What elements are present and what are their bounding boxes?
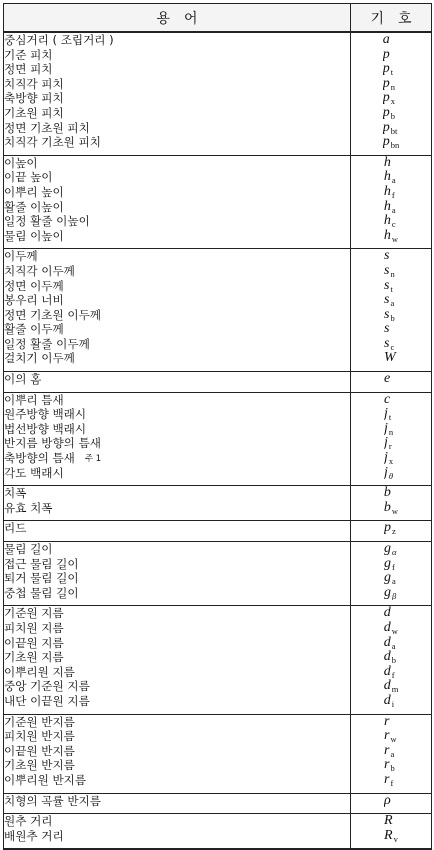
symbol-line bbox=[384, 501, 398, 516]
term-line bbox=[4, 650, 350, 665]
term-line bbox=[4, 665, 350, 680]
term-line bbox=[4, 33, 350, 48]
symbol-line bbox=[384, 308, 398, 323]
term-line bbox=[4, 279, 350, 294]
table-row bbox=[4, 32, 432, 155]
term-line bbox=[4, 744, 350, 759]
term-cell bbox=[4, 606, 351, 714]
symbol-subscript: bn bbox=[390, 140, 400, 150]
symbol-base: s bbox=[384, 293, 390, 308]
symbol-base: j bbox=[384, 436, 388, 451]
term-cell bbox=[4, 814, 351, 850]
symbol-line bbox=[384, 829, 398, 844]
symbol-base: j bbox=[384, 451, 388, 466]
symbol-base: W bbox=[384, 351, 396, 366]
table-row bbox=[4, 486, 432, 521]
symbol-subscript: bt bbox=[390, 125, 398, 136]
term-line bbox=[4, 773, 350, 788]
table-row bbox=[4, 155, 432, 249]
symbol-line bbox=[383, 77, 400, 92]
symbol-subscript: v bbox=[393, 833, 398, 844]
symbol-base: d bbox=[383, 635, 391, 650]
term-text: 일정 활줄 이높이 bbox=[4, 214, 90, 229]
symbol-subscript: b bbox=[390, 763, 395, 773]
term-text: 이뿌리원 지름 bbox=[4, 664, 75, 679]
term-column-header: 용어 bbox=[4, 4, 351, 33]
term-line bbox=[4, 521, 350, 536]
symbol-subscript: t bbox=[390, 67, 394, 77]
symbol-line bbox=[384, 715, 398, 730]
term-text: 기초원 피치 bbox=[4, 105, 64, 120]
symbol-base: p bbox=[382, 47, 390, 62]
symbol-line bbox=[383, 135, 400, 150]
symbol-cell bbox=[351, 521, 432, 542]
symbol-subscript: b bbox=[390, 110, 395, 121]
symbol-base: d bbox=[383, 650, 391, 665]
symbol-cell bbox=[351, 32, 432, 155]
symbol-base: b bbox=[383, 500, 391, 515]
term-line bbox=[4, 77, 350, 92]
symbol-line bbox=[384, 794, 398, 809]
symbol-subscript: w bbox=[390, 734, 397, 744]
symbol-base: p bbox=[382, 76, 390, 91]
term-line bbox=[4, 422, 350, 437]
term-cell bbox=[4, 486, 351, 521]
term-line bbox=[4, 501, 350, 516]
symbol-line bbox=[384, 744, 398, 759]
term-line bbox=[4, 679, 350, 694]
term-text: 걸치기 이두께 bbox=[4, 351, 75, 366]
symbol-base: d bbox=[383, 693, 391, 708]
term-line bbox=[4, 264, 350, 279]
symbol-line bbox=[384, 322, 398, 337]
symbol-line bbox=[384, 156, 398, 171]
symbol-column-header: 기호 bbox=[351, 4, 432, 33]
term-text: 피치원 지름 bbox=[4, 620, 64, 635]
symbol-subscript: t bbox=[390, 283, 393, 294]
term-line bbox=[4, 436, 350, 451]
symbol-base: $\overline{s}$ bbox=[384, 336, 390, 351]
term-text: 중심거리 ( 조립거리 ) bbox=[4, 33, 114, 47]
term-text: 이끝원 반지름 bbox=[4, 743, 75, 758]
symbol-base: p bbox=[382, 91, 390, 106]
term-text: 이끝원 지름 bbox=[4, 635, 64, 650]
table-row bbox=[4, 793, 432, 814]
term-line bbox=[4, 121, 350, 136]
glossary-table bbox=[3, 3, 432, 850]
symbol-subscript: f bbox=[392, 561, 395, 572]
symbol-column bbox=[384, 156, 398, 244]
term-line bbox=[4, 715, 350, 730]
symbol-subscript: a bbox=[390, 748, 395, 759]
symbol-cell bbox=[351, 542, 432, 606]
symbol-base: b bbox=[383, 486, 391, 501]
symbol-column bbox=[383, 33, 400, 150]
symbol-column bbox=[384, 606, 399, 708]
term-text: 리드 bbox=[4, 521, 27, 536]
symbol-line bbox=[384, 466, 398, 481]
symbol-base: s bbox=[384, 278, 390, 293]
term-line bbox=[4, 729, 350, 744]
symbol-subscript: z bbox=[392, 526, 396, 536]
term-text: 축방향 피치 bbox=[4, 91, 64, 106]
table-row bbox=[4, 521, 432, 542]
term-cell bbox=[4, 714, 351, 793]
symbol-line bbox=[384, 571, 398, 586]
symbol-base: d bbox=[383, 679, 391, 694]
symbol-line bbox=[384, 293, 398, 308]
term-text: 치직각 피치 bbox=[4, 76, 64, 91]
symbol-subscript: a bbox=[390, 298, 395, 308]
term-text: 중앙 기준원 지름 bbox=[4, 679, 90, 694]
symbol-line bbox=[384, 214, 398, 229]
term-text: 이뿌리원 반지름 bbox=[4, 772, 87, 787]
term-text: 원주방향 백래시 bbox=[4, 407, 87, 422]
symbol-base: d bbox=[383, 664, 391, 679]
term-text: 반지름 방향의 틈새 bbox=[4, 436, 101, 451]
symbol-base: g bbox=[384, 571, 391, 586]
term-text: 물림 이높이 bbox=[4, 228, 64, 243]
symbol-line bbox=[384, 542, 398, 557]
term-text: 배원추 거리 bbox=[4, 828, 64, 843]
term-line bbox=[4, 586, 350, 601]
symbol-line bbox=[384, 279, 398, 294]
symbol-line bbox=[384, 200, 398, 215]
symbol-column bbox=[384, 794, 398, 809]
term-line bbox=[4, 293, 350, 308]
term-cell bbox=[4, 793, 351, 814]
symbol-line bbox=[384, 229, 398, 244]
symbol-base: r bbox=[384, 772, 390, 787]
symbol-subscript: b bbox=[390, 312, 395, 323]
symbol-base: ρ bbox=[384, 793, 391, 808]
symbol-subscript: n bbox=[390, 268, 395, 279]
symbol-subscript: f bbox=[390, 777, 394, 788]
term-text: 기준 피치 bbox=[4, 47, 53, 62]
symbol-subscript: w bbox=[391, 233, 399, 244]
symbol-line bbox=[384, 372, 398, 387]
symbol-base: p bbox=[384, 521, 391, 536]
term-line bbox=[4, 200, 350, 215]
term-text: 이두께 bbox=[4, 249, 38, 264]
symbol-subscript: n bbox=[388, 426, 394, 437]
term-text: 법선방향 백래시 bbox=[4, 421, 87, 436]
table-row bbox=[4, 606, 432, 714]
term-text: 치직각 기초원 피치 bbox=[4, 135, 101, 150]
table-row bbox=[4, 249, 432, 372]
symbol-column bbox=[384, 372, 398, 387]
footnote-mark: 주 1 bbox=[84, 454, 102, 465]
term-text: 정면 이두께 bbox=[4, 278, 64, 293]
term-cell bbox=[4, 155, 351, 249]
term-line bbox=[4, 351, 350, 366]
term-text: 원추 거리 bbox=[4, 814, 53, 829]
symbol-cell bbox=[351, 372, 432, 393]
symbol-line bbox=[383, 91, 400, 106]
table-row bbox=[4, 714, 432, 793]
symbol-column bbox=[384, 715, 398, 788]
symbol-subscript: α bbox=[392, 547, 397, 557]
term-text: 이뿌리 높이 bbox=[4, 184, 64, 199]
symbol-column bbox=[384, 521, 398, 536]
symbol-base: g bbox=[384, 585, 391, 600]
symbol-line bbox=[384, 557, 398, 572]
symbol-line bbox=[384, 185, 398, 200]
term-line bbox=[4, 62, 350, 77]
term-line bbox=[4, 135, 350, 150]
term-cell bbox=[4, 249, 351, 372]
symbol-column bbox=[384, 393, 398, 481]
symbol-line bbox=[383, 62, 400, 77]
symbol-line bbox=[384, 621, 399, 636]
symbol-subscript: x bbox=[388, 456, 394, 466]
symbol-cell bbox=[351, 714, 432, 793]
symbol-line bbox=[384, 486, 398, 501]
term-line bbox=[4, 636, 350, 651]
symbol-line bbox=[384, 451, 398, 466]
table-row bbox=[4, 542, 432, 606]
symbol-column bbox=[384, 486, 398, 515]
symbol-line bbox=[384, 758, 398, 773]
term-line bbox=[4, 466, 350, 481]
symbol-cell bbox=[351, 814, 432, 850]
table-row bbox=[4, 392, 432, 486]
symbol-base: g bbox=[384, 556, 391, 571]
term-line bbox=[4, 214, 350, 229]
term-text: 정면 기초원 피치 bbox=[4, 120, 90, 135]
term-text: 기준원 지름 bbox=[4, 606, 64, 621]
term-text: 접근 물림 길이 bbox=[4, 556, 79, 571]
symbol-base: s bbox=[384, 263, 390, 278]
symbol-line bbox=[384, 650, 399, 665]
symbol-subscript: x bbox=[390, 96, 395, 106]
term-line bbox=[4, 249, 350, 264]
term-text: 중첩 물림 길이 bbox=[4, 585, 79, 600]
term-text: 내단 이끝원 지름 bbox=[4, 693, 90, 708]
term-line bbox=[4, 106, 350, 121]
symbol-base: c bbox=[384, 392, 391, 407]
symbol-line bbox=[384, 407, 398, 422]
symbol-base: d bbox=[383, 606, 391, 621]
symbol-subscript: c bbox=[391, 219, 396, 229]
term-cell bbox=[4, 372, 351, 393]
term-text: 이뿌리 틈새 bbox=[4, 392, 64, 407]
symbol-base: r bbox=[384, 743, 390, 758]
term-text: 유효 치폭 bbox=[4, 500, 53, 515]
symbol-line bbox=[384, 729, 398, 744]
symbol-line bbox=[384, 665, 399, 680]
term-text: 정면 피치 bbox=[4, 62, 53, 77]
term-line bbox=[4, 185, 350, 200]
term-line bbox=[4, 694, 350, 709]
term-line bbox=[4, 758, 350, 773]
term-line bbox=[4, 794, 350, 809]
symbol-base: h bbox=[383, 155, 391, 170]
symbol-line bbox=[384, 679, 399, 694]
term-line bbox=[4, 486, 350, 501]
symbol-column bbox=[384, 542, 398, 600]
term-line bbox=[4, 48, 350, 63]
symbol-base: j bbox=[384, 421, 388, 436]
symbol-subscript: c bbox=[390, 341, 395, 352]
symbol-base: p bbox=[382, 120, 390, 135]
term-line bbox=[4, 621, 350, 636]
term-line bbox=[4, 170, 350, 185]
term-text: 봉우리 너비 bbox=[4, 293, 64, 308]
symbol-subscript: w bbox=[391, 505, 399, 516]
symbol-base: s bbox=[384, 307, 390, 322]
symbol-subscript: w bbox=[391, 625, 398, 636]
symbol-base: $\overline{s}$ bbox=[384, 322, 390, 337]
symbol-subscript: f bbox=[391, 189, 395, 200]
symbol-line bbox=[384, 351, 398, 366]
term-line bbox=[4, 229, 350, 244]
symbol-column bbox=[384, 249, 398, 366]
term-cell bbox=[4, 542, 351, 606]
term-cell bbox=[4, 32, 351, 155]
symbol-line bbox=[384, 636, 399, 651]
symbol-subscript: a bbox=[391, 175, 396, 185]
symbol-subscript: b bbox=[391, 655, 396, 665]
symbol-line bbox=[384, 694, 399, 709]
term-line bbox=[4, 814, 350, 829]
symbol-subscript: m bbox=[391, 684, 399, 694]
symbol-cell bbox=[351, 249, 432, 372]
table-row bbox=[4, 372, 432, 393]
term-line bbox=[4, 557, 350, 572]
term-line bbox=[4, 337, 350, 352]
term-line bbox=[4, 156, 350, 171]
term-line bbox=[4, 451, 350, 466]
symbol-subscript: i bbox=[391, 698, 395, 709]
symbol-cell bbox=[351, 392, 432, 486]
symbol-subscript: n bbox=[390, 81, 395, 92]
symbol-subscript: a bbox=[391, 204, 396, 215]
symbol-base: g bbox=[384, 542, 391, 556]
symbol-base: p bbox=[382, 105, 390, 120]
symbol-base: d bbox=[383, 620, 391, 635]
term-cell bbox=[4, 521, 351, 542]
symbol-subscript: a bbox=[392, 576, 396, 586]
symbol-line bbox=[384, 773, 398, 788]
term-text: 이끝 높이 bbox=[4, 170, 53, 185]
symbol-subscript: a bbox=[391, 640, 396, 651]
symbol-base: $\overline{h}$ bbox=[383, 199, 391, 214]
symbol-base: $\overline{h}$ bbox=[383, 214, 391, 229]
term-text: 각도 백래시 bbox=[4, 465, 64, 480]
symbol-base: s bbox=[384, 249, 390, 264]
term-line bbox=[4, 829, 350, 844]
symbol-base: j bbox=[384, 465, 388, 480]
term-text: 치직각 이두께 bbox=[4, 263, 75, 278]
symbol-line bbox=[384, 264, 398, 279]
term-line bbox=[4, 322, 350, 337]
header-row bbox=[4, 4, 432, 33]
term-cell bbox=[4, 392, 351, 486]
symbol-subscript: r bbox=[388, 441, 392, 452]
term-text: 치형의 곡률 반지름 bbox=[4, 793, 101, 808]
symbol-line bbox=[384, 170, 398, 185]
term-text: 치폭 bbox=[4, 486, 27, 501]
symbol-base: r bbox=[384, 758, 390, 773]
symbol-base: a bbox=[382, 33, 390, 47]
symbol-cell bbox=[351, 793, 432, 814]
symbol-line bbox=[384, 814, 398, 829]
symbol-line bbox=[383, 106, 400, 121]
term-text: 일정 활줄 이두께 bbox=[4, 336, 90, 351]
table-row bbox=[4, 814, 432, 850]
symbol-base: h bbox=[383, 228, 391, 243]
symbol-column bbox=[384, 814, 398, 843]
term-line bbox=[4, 393, 350, 408]
symbol-line bbox=[384, 521, 398, 536]
symbol-subscript: t bbox=[388, 412, 392, 422]
term-line bbox=[4, 372, 350, 387]
symbol-line bbox=[384, 422, 398, 437]
term-text: 피치원 반지름 bbox=[4, 729, 75, 744]
term-line bbox=[4, 91, 350, 106]
table-body bbox=[4, 32, 432, 849]
term-line bbox=[4, 308, 350, 323]
term-line bbox=[4, 571, 350, 586]
symbol-base: p bbox=[382, 62, 390, 77]
symbol-subscript: f bbox=[391, 669, 395, 680]
term-text: 축방향의 틈새 bbox=[4, 451, 75, 466]
symbol-base: p bbox=[382, 135, 390, 150]
symbol-subscript: β bbox=[392, 590, 397, 601]
symbol-cell bbox=[351, 486, 432, 521]
symbol-base: r bbox=[384, 729, 390, 744]
symbol-line bbox=[383, 33, 400, 48]
term-text: 기초원 지름 bbox=[4, 650, 64, 665]
symbol-base: h bbox=[383, 170, 391, 185]
term-line bbox=[4, 407, 350, 422]
symbol-line bbox=[384, 337, 398, 352]
term-text: 기준원 반지름 bbox=[4, 714, 75, 729]
term-text: 퇴거 물림 길이 bbox=[4, 571, 79, 586]
symbol-base: h bbox=[383, 184, 391, 199]
symbol-line bbox=[384, 606, 399, 621]
symbol-base: R bbox=[384, 828, 393, 843]
term-text: 정면 기초원 이두께 bbox=[4, 307, 101, 322]
term-line bbox=[4, 542, 350, 557]
term-text: 이의 홈 bbox=[4, 372, 42, 387]
symbol-base: e bbox=[384, 372, 391, 387]
symbol-line bbox=[384, 393, 398, 408]
symbol-cell bbox=[351, 155, 432, 249]
symbol-line bbox=[384, 436, 398, 451]
symbol-base: j bbox=[384, 407, 388, 422]
symbol-line bbox=[383, 121, 400, 136]
term-text: 기초원 반지름 bbox=[4, 758, 75, 773]
term-text: 활줄 이높이 bbox=[4, 199, 64, 214]
term-text: 활줄 이두께 bbox=[4, 322, 64, 337]
symbol-cell bbox=[351, 606, 432, 714]
term-text: 이높이 bbox=[4, 155, 38, 170]
term-line bbox=[4, 606, 350, 621]
term-text: 물림 길이 bbox=[4, 542, 53, 556]
symbol-base: R bbox=[384, 814, 393, 829]
symbol-line bbox=[384, 249, 398, 264]
symbol-subscript: θ bbox=[388, 470, 394, 481]
symbol-base: r bbox=[384, 714, 390, 729]
symbol-line bbox=[384, 586, 398, 601]
symbol-line bbox=[383, 48, 400, 63]
